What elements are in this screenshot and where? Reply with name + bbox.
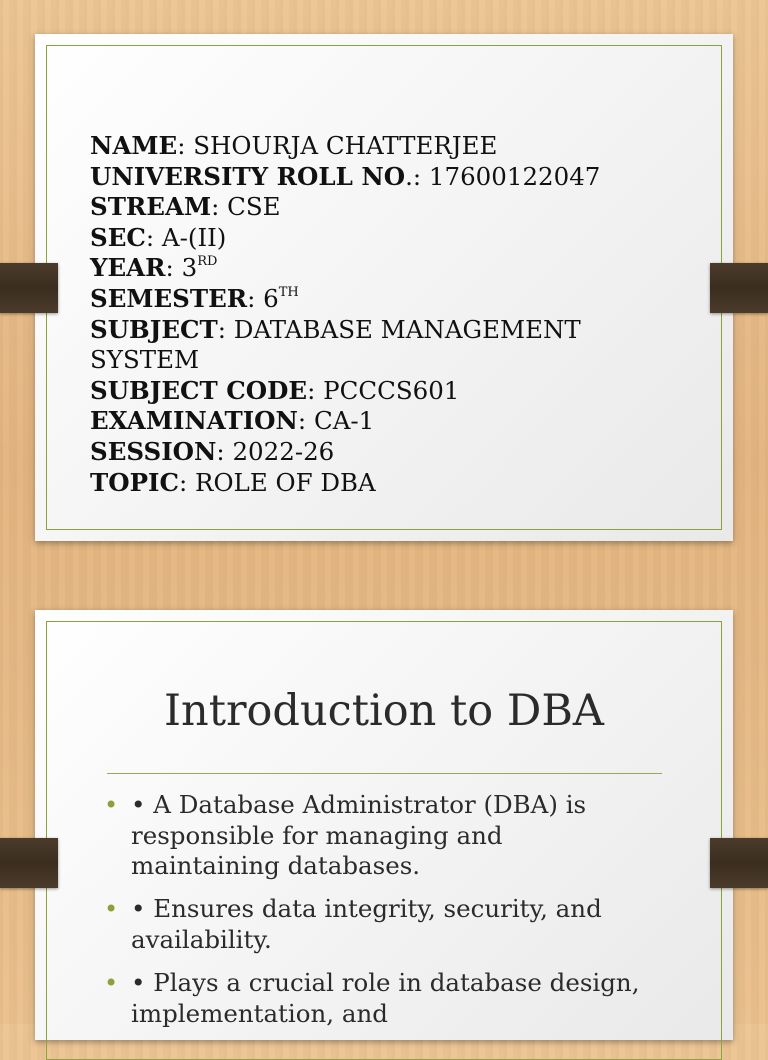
info-label: YEAR (90, 253, 166, 283)
info-value: : 3 (165, 253, 198, 283)
info-row-year (90, 253, 650, 284)
info-label: SESSION (90, 436, 217, 466)
slide-title: Introduction to DBA (164, 686, 604, 736)
info-row-stream (90, 192, 650, 223)
info-value: : DATABASE MANAGEMENT SYSTEM (90, 314, 581, 375)
binder-clip-right (710, 838, 768, 888)
info-label: STREAM (90, 192, 212, 222)
bullet-icon: • (104, 791, 119, 819)
bullet-list (104, 790, 644, 1042)
list-item (104, 894, 644, 955)
info-label: SEC (90, 222, 146, 252)
info-label: NAME (90, 131, 178, 160)
info-label: SUBJECT (90, 314, 218, 344)
info-value: : CA-1 (297, 406, 375, 436)
info-value: : ROLE OF DBA (178, 467, 376, 497)
info-row-semester (90, 284, 650, 315)
info-superscript: RD (197, 254, 218, 270)
info-row-session (90, 437, 650, 468)
student-info-block (90, 131, 650, 498)
info-label: SEMESTER (90, 283, 248, 313)
binder-clip-left (0, 838, 58, 888)
info-row-topic (90, 468, 650, 499)
info-value: .: 17600122047 (405, 161, 601, 191)
info-row-subject-code (90, 376, 650, 407)
bullet-icon: • (104, 968, 119, 997)
info-label: EXAMINATION (90, 406, 298, 436)
info-label: UNIVERSITY ROLL NO (90, 161, 406, 191)
binder-clip-right (710, 263, 768, 313)
list-item (104, 968, 644, 1029)
info-row-sec (90, 223, 650, 254)
info-row-name (90, 131, 650, 162)
info-label: SUBJECT CODE (90, 375, 308, 405)
bullet-text: • Plays a crucial role in database design, implementation, and (131, 967, 640, 1028)
info-value: : A-(II) (145, 222, 227, 252)
info-value: : SHOURJA CHATTERJEE (177, 131, 498, 160)
bullet-icon: • (104, 895, 119, 924)
info-value: : PCCCS601 (307, 375, 460, 405)
info-row-examination (90, 406, 650, 437)
title-divider (107, 773, 662, 774)
info-value: : 2022-26 (216, 436, 335, 466)
bullet-text: • Ensures data integrity, security, and availability. (131, 894, 602, 954)
info-value: : CSE (211, 192, 281, 222)
info-row-subject (90, 315, 650, 376)
info-row-roll (90, 162, 650, 193)
info-value: : 6 (247, 283, 279, 313)
list-item (104, 790, 644, 882)
binder-clip-left (0, 263, 58, 313)
bullet-text: • A Database Administrator (DBA) is responsible for managing and maintaining databases. (131, 790, 587, 881)
info-label: TOPIC (90, 467, 179, 497)
info-superscript: TH (278, 284, 299, 300)
